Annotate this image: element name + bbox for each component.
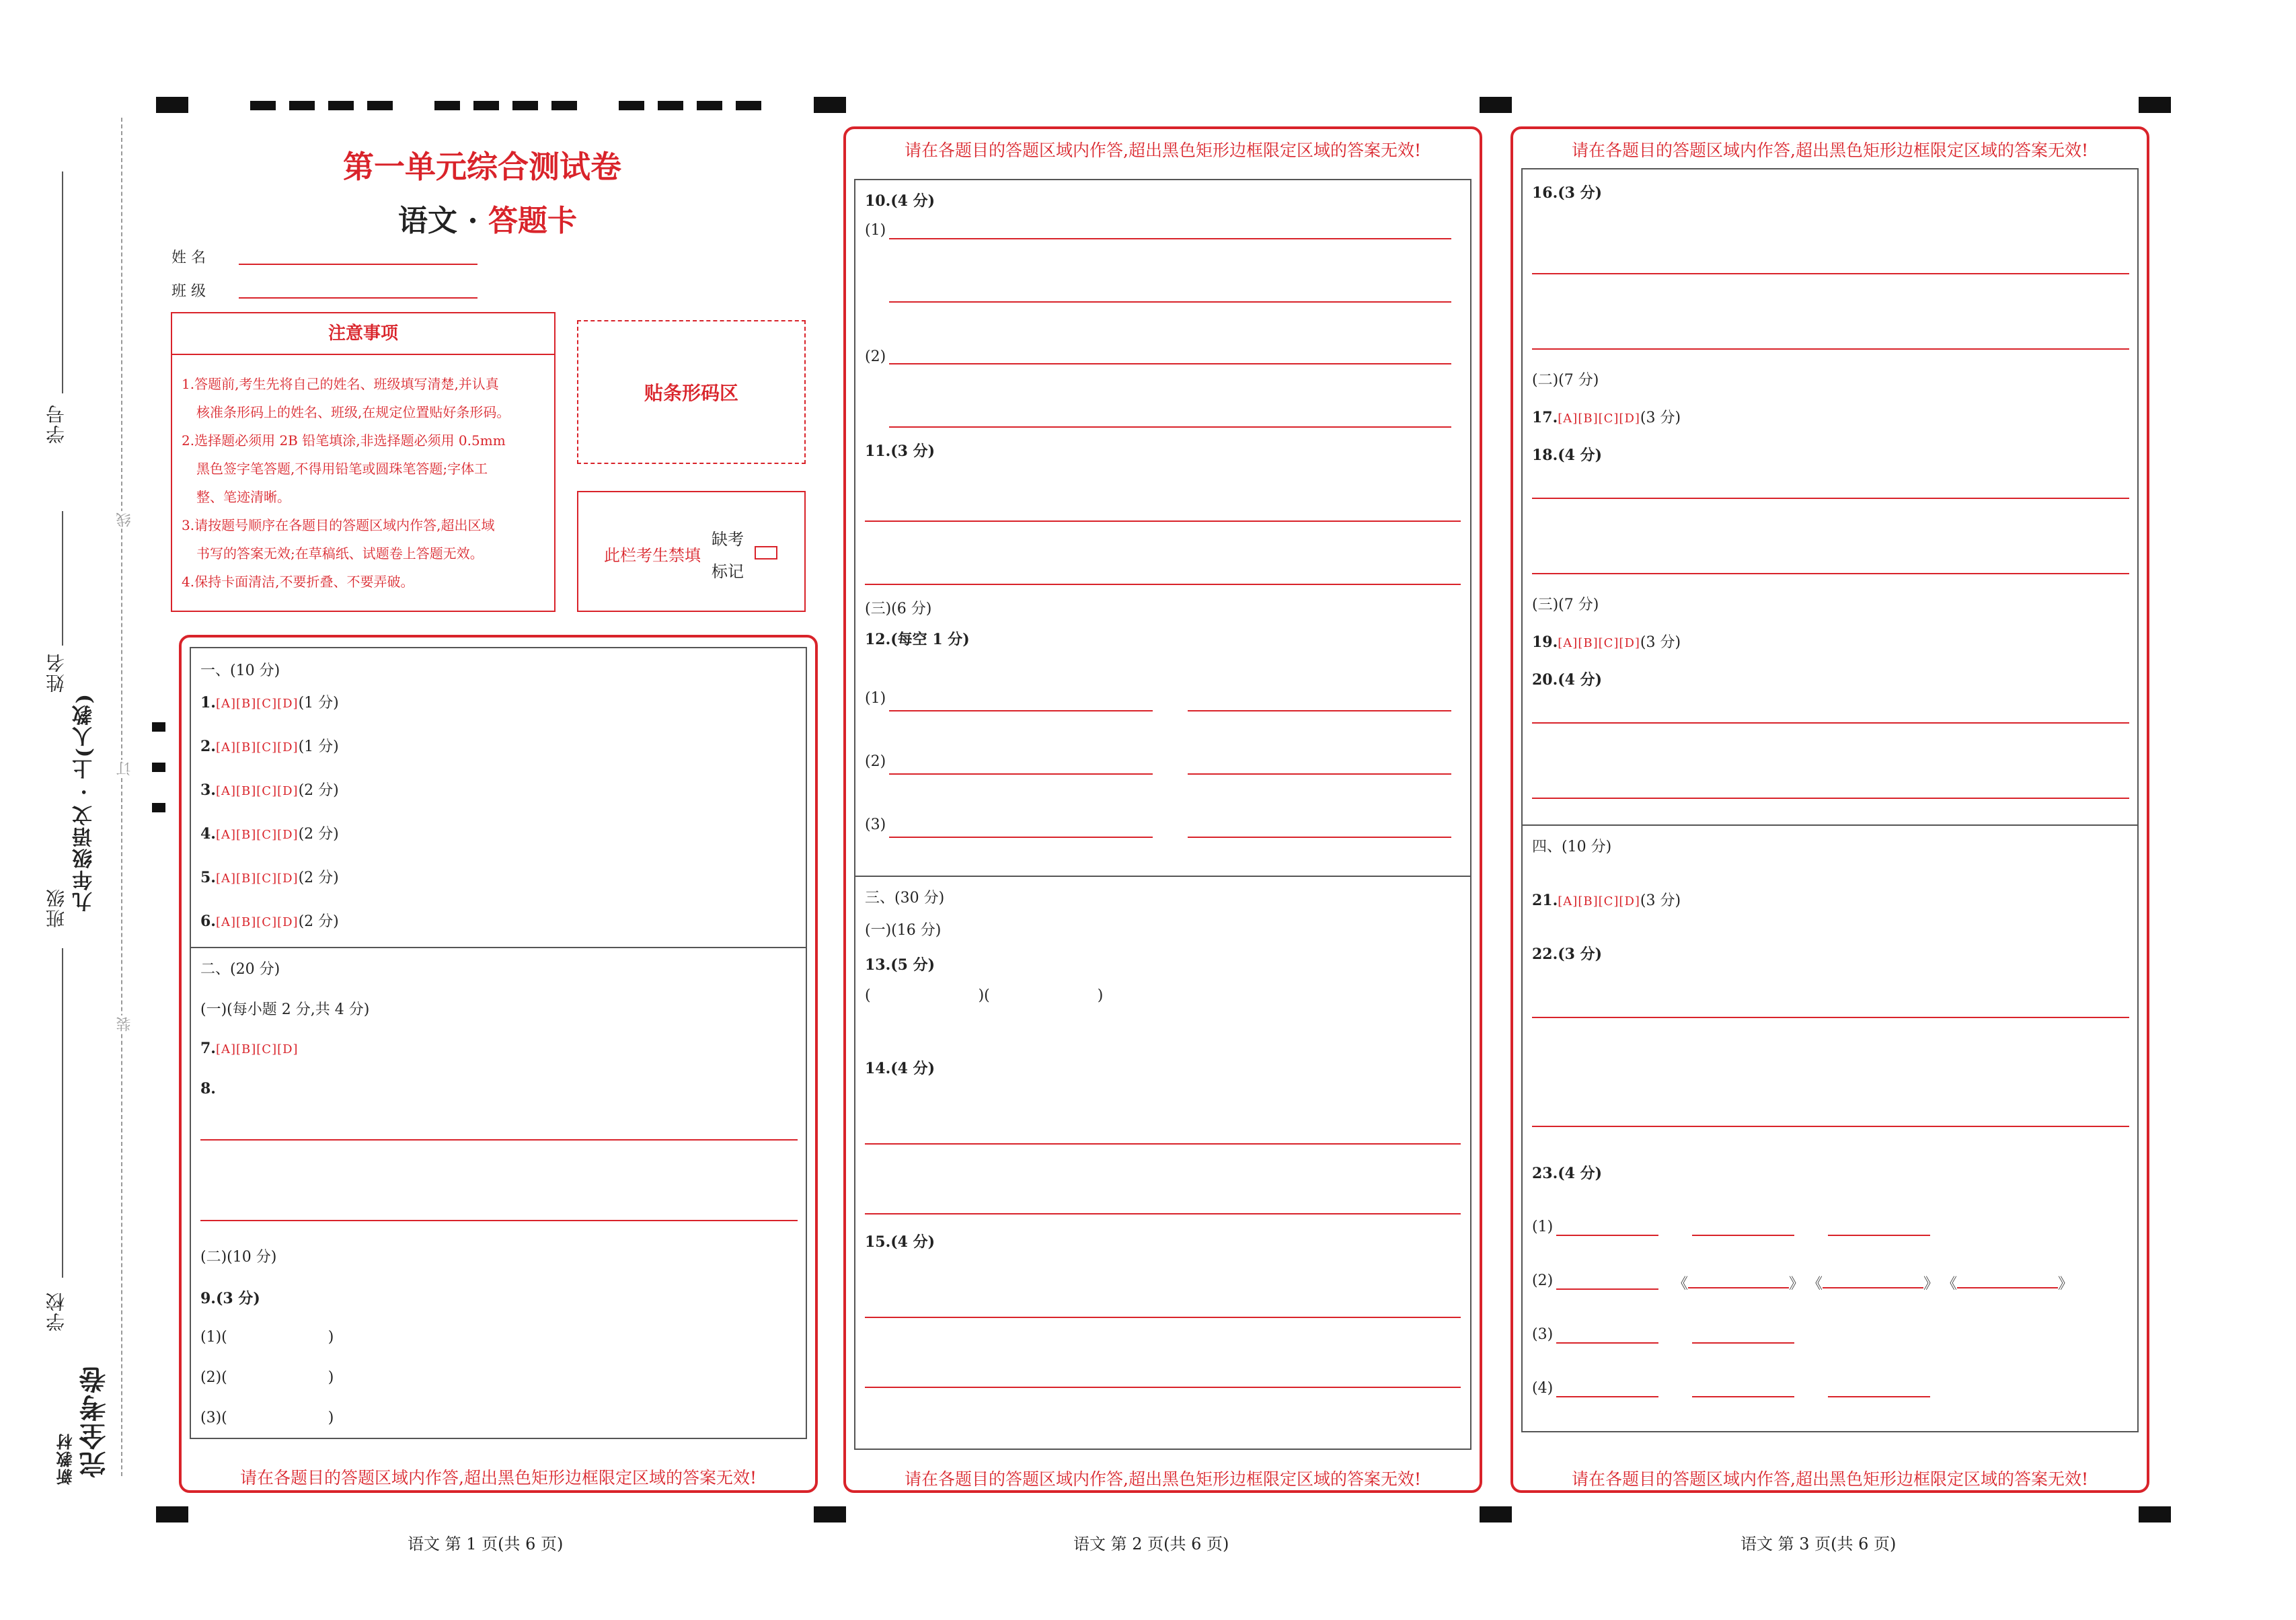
section-divider — [854, 876, 1471, 877]
q23-4c-line[interactable] — [1828, 1396, 1930, 1397]
q10-2-label: (2) — [865, 348, 886, 365]
subtitle-subject: 语文 · — [398, 204, 488, 238]
q3-row[interactable] — [200, 779, 339, 800]
alignment-mark — [2139, 1506, 2171, 1522]
notice-item: 1.答题前,考生先将自己的姓名、班级填写清楚,并认真 — [182, 376, 499, 392]
q23-1a-line[interactable] — [1556, 1235, 1658, 1236]
q4-score: (2 分) — [298, 826, 339, 843]
q20-label: 20.(4 分) — [1532, 671, 1603, 689]
q10-2-line[interactable] — [889, 363, 1451, 364]
q16-label: 16.(3 分) — [1532, 184, 1603, 202]
q16-line[interactable] — [1532, 348, 2129, 350]
class-label: 班级 — [45, 888, 67, 928]
warning-page3-top: 请在各题目的答题区域内作答,超出黑色矩形边框限定区域的答案无效! — [1572, 141, 2088, 160]
q22-line[interactable] — [1532, 1017, 2129, 1018]
q12-3a-line[interactable] — [889, 837, 1153, 838]
q12-label: 12.(每空 1 分) — [865, 631, 970, 648]
name-line — [62, 511, 63, 646]
q23-2a-line[interactable] — [1556, 1288, 1658, 1290]
seal-char-line: 线 — [114, 511, 135, 527]
q11-label: 11.(3 分) — [865, 442, 935, 460]
brand-logo: 完全考卷 — [79, 1365, 110, 1478]
exam-subtitle — [398, 196, 577, 239]
q4-options[interactable]: [A][B][C][D] — [215, 828, 299, 842]
subtitle-card: 答题卡 — [488, 204, 577, 238]
q7-number: 7. — [200, 1040, 216, 1057]
q1-number: 1. — [200, 694, 216, 711]
q15-line[interactable] — [865, 1387, 1461, 1388]
q5-options[interactable]: [A][B][C][D] — [215, 872, 299, 886]
q21-row[interactable]: 21.[A][B][C][D](3 分) — [1532, 892, 1681, 909]
alignment-mark — [1480, 97, 1512, 113]
q14-label: 14.(4 分) — [865, 1060, 935, 1077]
q10-1-line[interactable] — [889, 301, 1451, 303]
q6-number: 6. — [200, 913, 216, 930]
q21-options[interactable]: [A][B][C][D] — [1558, 894, 1640, 909]
section3d-header: (三)(7 分) — [1532, 596, 1599, 613]
notice-item: 黑色签字笔答题,不得用铅笔或圆珠笔答题;字体工 — [196, 461, 488, 477]
notice-title: 注意事项 — [172, 313, 554, 355]
q8-label: 8. — [200, 1080, 216, 1097]
q13-label: 13.(5 分) — [865, 956, 935, 974]
q23-label: 23.(4 分) — [1532, 1165, 1603, 1182]
section4-header: 四、(10 分) — [1532, 839, 1612, 855]
q23-4a-line[interactable] — [1556, 1396, 1658, 1397]
name-field-label: 姓 名 — [171, 249, 206, 266]
q10-2-line[interactable] — [889, 426, 1451, 428]
q8-answer-line[interactable] — [200, 1220, 798, 1221]
q9-label: 9.(3 分) — [200, 1290, 260, 1307]
q12-1a-line[interactable] — [889, 710, 1153, 711]
q13-fields[interactable]: ( )( ) — [865, 987, 1104, 1004]
q2-options[interactable]: [A][B][C][D] — [215, 740, 299, 755]
q23-1b-line[interactable] — [1692, 1235, 1794, 1236]
class-line — [62, 948, 63, 1278]
seal-char-bind: 订 — [114, 760, 135, 776]
q3-options[interactable]: [A][B][C][D] — [215, 784, 299, 798]
q12-3-label: (3) — [865, 816, 886, 833]
absent-mark-label-1: 缺考 — [712, 530, 744, 549]
q18-label: 18.(4 分) — [1532, 447, 1603, 464]
q12-2-label: (2) — [865, 753, 886, 770]
q1-score: (1 分) — [298, 695, 339, 711]
q18-line[interactable] — [1532, 498, 2129, 499]
q22-label: 22.(3 分) — [1532, 946, 1603, 963]
q2-number: 2. — [200, 738, 216, 755]
q23-1-label: (1) — [1532, 1219, 1554, 1235]
q2-row[interactable] — [200, 735, 339, 756]
absent-box — [577, 491, 806, 612]
q12-3b-line[interactable] — [1188, 837, 1451, 838]
seal-line — [121, 118, 122, 1476]
q23-1c-line[interactable] — [1828, 1235, 1930, 1236]
q19-row[interactable]: 19.[A][B][C][D](3 分) — [1532, 633, 1681, 651]
q23-2-book2[interactable]: 《 》 — [1808, 1272, 1938, 1293]
q18-line[interactable] — [1532, 573, 2129, 574]
q7-row[interactable] — [200, 1040, 299, 1057]
name-label: 姓名 — [45, 652, 67, 693]
section3b-header: (一)(16 分) — [865, 922, 942, 939]
notice-list — [172, 355, 554, 596]
q23-3a-line[interactable] — [1556, 1342, 1658, 1344]
alignment-mark — [156, 97, 188, 113]
q23-2-book3[interactable]: 《 》 — [1942, 1272, 2073, 1293]
notice-item: 整、笔迹清晰。 — [196, 489, 291, 505]
page3-footer: 语文 第 3 页(共 6 页) — [1740, 1535, 1897, 1553]
side-mark — [152, 763, 165, 772]
q15-line[interactable] — [865, 1317, 1461, 1318]
alignment-mark — [814, 1506, 846, 1522]
alignment-mark — [814, 97, 846, 113]
absent-label: 此栏考生禁填 — [604, 546, 701, 565]
q10-1-label: (1) — [865, 222, 886, 239]
school-label: 学校 — [45, 1291, 67, 1332]
absent-mark-label-2: 标记 — [712, 562, 744, 581]
q8-answer-line[interactable] — [200, 1139, 798, 1141]
q23-4b-line[interactable] — [1692, 1396, 1794, 1397]
q14-line[interactable] — [865, 1213, 1461, 1214]
q4-row[interactable] — [200, 822, 339, 843]
q23-3-label: (3) — [1532, 1326, 1554, 1343]
q22-line[interactable] — [1532, 1126, 2129, 1127]
brand-top: 新教材 — [56, 1432, 75, 1485]
q9-3-field[interactable]: (3)( ) — [200, 1410, 334, 1426]
absent-checkbox[interactable] — [755, 546, 777, 560]
section-divider — [1521, 824, 2139, 826]
warning-page2-bottom: 请在各题目的答题区域内作答,超出黑色矩形边框限定区域的答案无效! — [905, 1469, 1421, 1489]
notice-item: 书写的答案无效;在草稿纸、试题卷上答题无效。 — [196, 545, 484, 562]
seal-char-pack: 装 — [114, 1015, 135, 1032]
q12-2a-line[interactable] — [889, 773, 1153, 775]
section2-header: 二、(20 分) — [200, 961, 280, 978]
q17-row[interactable]: 17.[A][B][C][D](3 分) — [1532, 409, 1681, 426]
q1-options[interactable]: [A][B][C][D] — [215, 697, 299, 711]
section3c-header: (二)(7 分) — [1532, 372, 1599, 389]
warning-page1: 请在各题目的答题区域内作答,超出黑色矩形边框限定区域的答案无效! — [240, 1468, 757, 1488]
q4-number: 4. — [200, 825, 216, 843]
q3-score: (2 分) — [298, 782, 339, 799]
section2b-header: (二)(10 分) — [200, 1249, 277, 1266]
section3-header: 三、(30 分) — [865, 890, 945, 907]
q5-score: (2 分) — [298, 870, 339, 886]
q23-4-label: (4) — [1532, 1380, 1554, 1397]
q14-line[interactable] — [865, 1143, 1461, 1145]
alignment-mark — [156, 1506, 188, 1522]
q11-line[interactable] — [865, 584, 1461, 585]
q3-number: 3. — [200, 781, 216, 799]
q20-line[interactable] — [1532, 798, 2129, 799]
q10-1-line[interactable] — [889, 238, 1451, 239]
q23-2-book1[interactable]: 《 》 — [1673, 1272, 1804, 1293]
section2a-header: (一)(每小题 2 分,共 4 分) — [200, 1001, 370, 1018]
warning-page3-bottom: 请在各题目的答题区域内作答,超出黑色矩形边框限定区域的答案无效! — [1572, 1469, 2088, 1489]
q17-options[interactable]: [A][B][C][D] — [1558, 412, 1640, 426]
page2-footer: 语文 第 2 页(共 6 页) — [1073, 1535, 1229, 1553]
alignment-mark — [1480, 1506, 1512, 1522]
notice-item: 核准条形码上的姓名、班级,在规定位置贴好条形码。 — [196, 404, 510, 420]
class-field-label: 班 级 — [171, 283, 206, 300]
q6-row[interactable] — [200, 910, 339, 931]
notice-item: 3.请按题号顺序在各题目的答题区域内作答,超出区域 — [182, 517, 495, 533]
name-field[interactable] — [239, 264, 477, 265]
notice-item: 4.保持卡面清洁,不要折叠、不要弄破。 — [182, 574, 414, 590]
q23-3b-line[interactable] — [1692, 1342, 1794, 1344]
notice-item: 2.选择题必须用 2B 铅笔填涂,非选择题必须用 0.5mm — [182, 432, 506, 449]
q10-label: 10.(4 分) — [865, 192, 935, 210]
warning-page2-top: 请在各题目的答题区域内作答,超出黑色矩形边框限定区域的答案无效! — [905, 141, 1421, 160]
exam-title: 第一单元综合测试卷 — [343, 149, 621, 185]
q12-2b-line[interactable] — [1188, 773, 1451, 775]
q5-row[interactable] — [200, 866, 339, 887]
q7-options[interactable]: [A][B][C][D] — [215, 1042, 299, 1056]
q12-1-label: (1) — [865, 690, 886, 707]
page2-box — [854, 179, 1471, 1450]
q19-options[interactable]: [A][B][C][D] — [1558, 636, 1640, 650]
barcode-label: 贴条形码区 — [644, 382, 738, 404]
section-divider — [190, 947, 807, 948]
q11-line[interactable] — [865, 520, 1461, 522]
class-field[interactable] — [239, 297, 477, 299]
section3a-header: (三)(6 分) — [865, 601, 932, 617]
q1-row[interactable] — [200, 691, 339, 712]
q15-label: 15.(4 分) — [865, 1233, 935, 1251]
section1-header: 一、(10 分) — [200, 662, 280, 679]
q16-line[interactable] — [1532, 273, 2129, 274]
student-number-line — [62, 171, 63, 393]
barcode-area — [577, 320, 806, 464]
q9-2-field[interactable]: (2)( ) — [200, 1369, 334, 1386]
q6-options[interactable]: [A][B][C][D] — [215, 915, 299, 929]
page3-box — [1521, 168, 2139, 1432]
q9-1-field[interactable]: (1)( ) — [200, 1329, 334, 1346]
q5-number: 5. — [200, 869, 216, 886]
q23-2-label: (2) — [1532, 1272, 1554, 1289]
alignment-mark — [2139, 97, 2171, 113]
side-mark — [152, 803, 165, 812]
notice-box — [171, 312, 556, 612]
q20-line[interactable] — [1532, 722, 2129, 724]
side-mark — [152, 722, 165, 732]
page1-footer: 语文 第 1 页(共 6 页) — [408, 1535, 564, 1553]
grade-label: 九年级语文 · 上(人教) — [73, 693, 96, 912]
student-number-label: 学号 — [45, 403, 67, 444]
q12-1b-line[interactable] — [1188, 710, 1451, 711]
q6-score: (2 分) — [298, 913, 339, 930]
q2-score: (1 分) — [298, 738, 339, 755]
